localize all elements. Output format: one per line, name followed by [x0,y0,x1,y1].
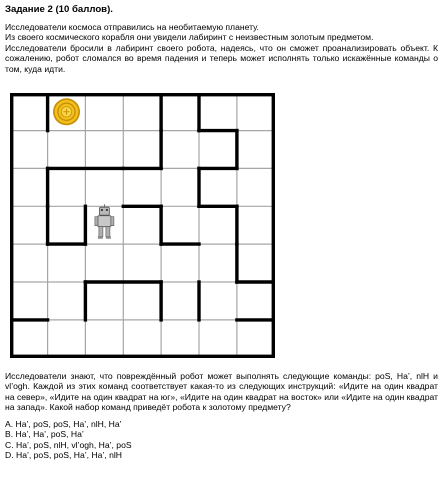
answer-options [5,419,438,461]
maze-figure [10,93,275,358]
intro-line-2: Из своего космического корабля они увидели лабиринт с неизвестным золотым предметом. [5,32,374,43]
maze-svg [10,93,275,358]
task-text [5,4,438,74]
intro-line-3: Исследователи бросили в лабиринт своего робота, надеясь, что он сможет проанализировать объект. К сожалению, робот сломался во время падения и теперь может исполнять только искажённые команды о том, куда идти. [5,42,438,74]
intro-line-1: Исследователи космоса отправились на необитаемую планету. [5,22,259,32]
question-block [5,371,438,461]
robot-icon [95,204,114,239]
answer-a: A. Ha’, poS, poS, Ha’, nlH, Ha’ [5,418,122,429]
commands-paragraph: Исследователи знают, что повреждённый робот может выполнять следующие команды: poS, Ha’, nlH и vl’ogh. Каждой из этих команд соответствует какая-то из следующих инструкций: «Идите на один квадрат на север», «Идите на один квадрат на юг», «Идите на один квадрат на восток» или «Идите на один квадрат на запад». Какой набор команд приведёт робота к золотому предмету? [5,371,438,413]
gold-coin-icon [53,98,80,125]
answer-b: B. Ha’, Ha’, poS, Ha’ [5,429,84,440]
task-title: Задание 2 (10 баллов). [5,4,113,15]
answer-c: C. Ha’, poS, nlH, vl’ogh, Ha’, poS [5,439,132,450]
answer-d: D. Ha’, poS, poS, Ha’, Ha’, nlH [5,450,123,461]
maze-walls [11,94,275,356]
